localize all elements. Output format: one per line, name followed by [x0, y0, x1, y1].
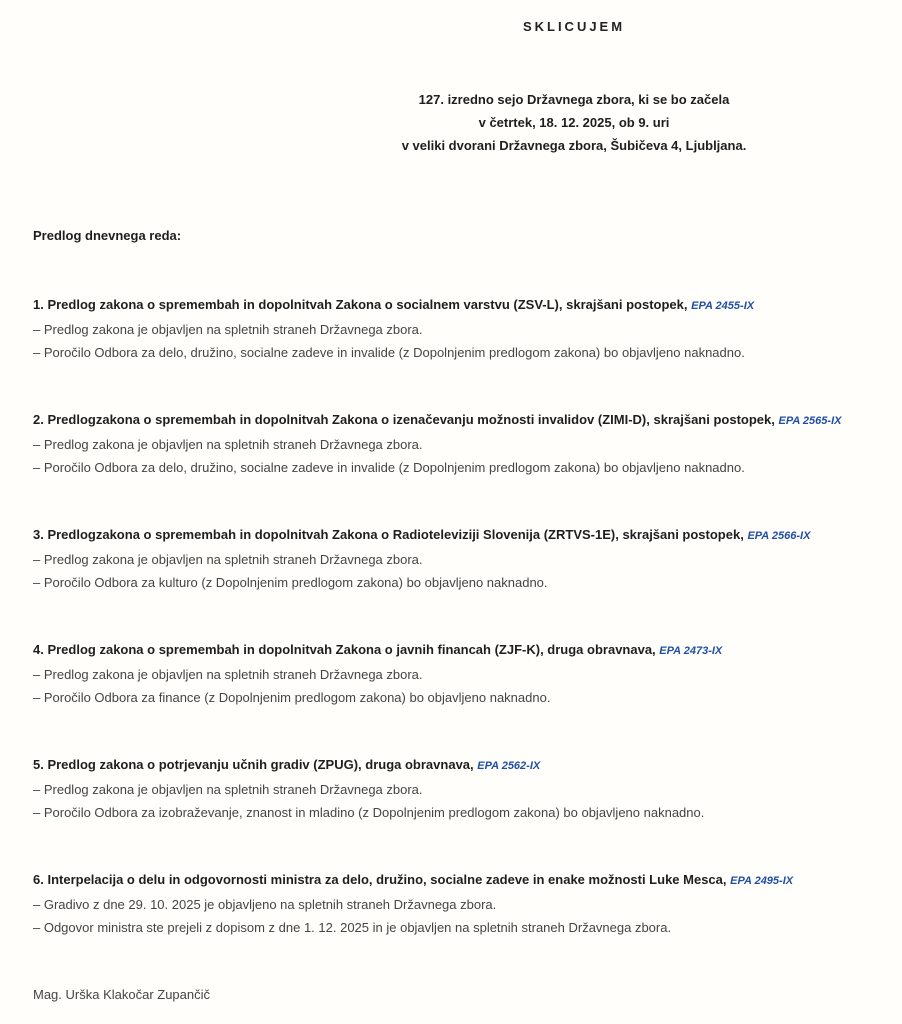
agenda-item-5 [33, 753, 893, 824]
agenda-item-note: – Odgovor ministra ste prejeli z dopisom z dne 1. 12. 2025 in je objavljen na spletnih straneh Državnega zbora. [33, 920, 672, 935]
agenda-item-1 [33, 293, 893, 364]
signature: Mag. Urška Klakočar Zupančič [33, 987, 211, 1002]
agenda-item-note: – Predlog zakona je objavljen na spletnih straneh Državnega zbora. [33, 322, 423, 337]
epa-link[interactable]: EPA 2562-IX [477, 760, 541, 772]
agenda-item-title [33, 408, 893, 433]
agenda-item-title-text: 6. Interpelacija o delu in odgovornosti ministra za delo, družino, socialne zadeve in enake možnosti Luke Mesca, [33, 872, 731, 887]
agenda-item-title-text: 4. Predlog zakona o spremembah in dopolnitvah Zakona o javnih financah (ZJF-K), druga obravnava, [33, 642, 660, 657]
session-line-date: v četrtek, 18. 12. 2025, ob 9. uri [478, 115, 670, 130]
agenda-item-note: – Poročilo Odbora za izobraževanje, znanost in mladino (z Dopolnjenim predlogom zakona) bo objavljeno naknadno. [33, 805, 705, 820]
epa-link[interactable]: EPA 2455-IX [691, 300, 755, 312]
agenda-item-title-text: 5. Predlog zakona o potrjevanju učnih gradiv (ZPUG), druga obravnava, [33, 757, 478, 772]
agenda-item-note: – Poročilo Odbora za kulturo (z Dopolnjenim predlogom zakona) bo objavljeno naknadno. [33, 575, 548, 590]
agenda-item-4 [33, 638, 893, 709]
agenda-item-note: – Gradivo z dne 29. 10. 2025 je objavljeno na spletnih straneh Državnega zbora. [33, 897, 497, 912]
session-line-location: v veliki dvorani Državnega zbora, Šubičeva 4, Ljubljana. [401, 138, 747, 153]
agenda-item-title-text: 1. Predlog zakona o spremembah in dopolnitvah Zakona o socialnem varstvu (ZSV-L), skrajšani postopek, [33, 297, 692, 312]
epa-link[interactable]: EPA 2495-IX [730, 875, 794, 887]
agenda-item-title-text: 3. Predlogzakona o spremembah in dopolnitvah Zakona o Radioteleviziji Slovenija (ZRTVS-1E), skrajšani postopek, [33, 527, 748, 542]
agenda-item-note: – Predlog zakona je objavljen na spletnih straneh Državnega zbora. [33, 667, 423, 682]
agenda-item-note: – Predlog zakona je objavljen na spletnih straneh Državnega zbora. [33, 782, 423, 797]
session-info [300, 88, 848, 157]
agenda-item-note: – Poročilo Odbora za delo, družino, socialne zadeve in invalide (z Dopolnjenim predlogom zakona) bo objavljeno naknadno. [33, 460, 745, 475]
session-line-number: 127. izredno sejo Državnega zbora, ki se bo začela [418, 92, 730, 107]
agenda-item-title [33, 638, 893, 663]
agenda-item-note: – Poročilo Odbora za finance (z Dopolnjenim predlogom zakona) bo objavljeno naknadno. [33, 690, 551, 705]
agenda-item-title [33, 753, 893, 778]
epa-link[interactable]: EPA 2473-IX [659, 645, 723, 657]
agenda-item-2 [33, 408, 893, 479]
agenda-item-note: – Predlog zakona je objavljen na spletnih straneh Državnega zbora. [33, 552, 423, 567]
agenda-item-note: – Poročilo Odbora za delo, družino, socialne zadeve in invalide (z Dopolnjenim predlogom zakona) bo objavljeno naknadno. [33, 345, 745, 360]
agenda-item-title [33, 293, 893, 318]
document-title: SKLICUJEM [522, 19, 626, 34]
agenda-item-6 [33, 868, 893, 939]
agenda-item-title [33, 523, 893, 548]
agenda-item-title-text: 2. Predlogzakona o spremembah in dopolnitvah Zakona o izenačevanju možnosti invalidov (ZIMI-D), skrajšani postopek, [33, 412, 779, 427]
agenda-item-title [33, 868, 893, 893]
epa-link[interactable]: EPA 2565-IX [778, 415, 842, 427]
epa-link[interactable]: EPA 2566-IX [747, 530, 811, 542]
agenda-heading: Predlog dnevnega reda: [33, 228, 182, 243]
agenda-item-note: – Predlog zakona je objavljen na spletnih straneh Državnega zbora. [33, 437, 423, 452]
agenda-item-3 [33, 523, 893, 594]
